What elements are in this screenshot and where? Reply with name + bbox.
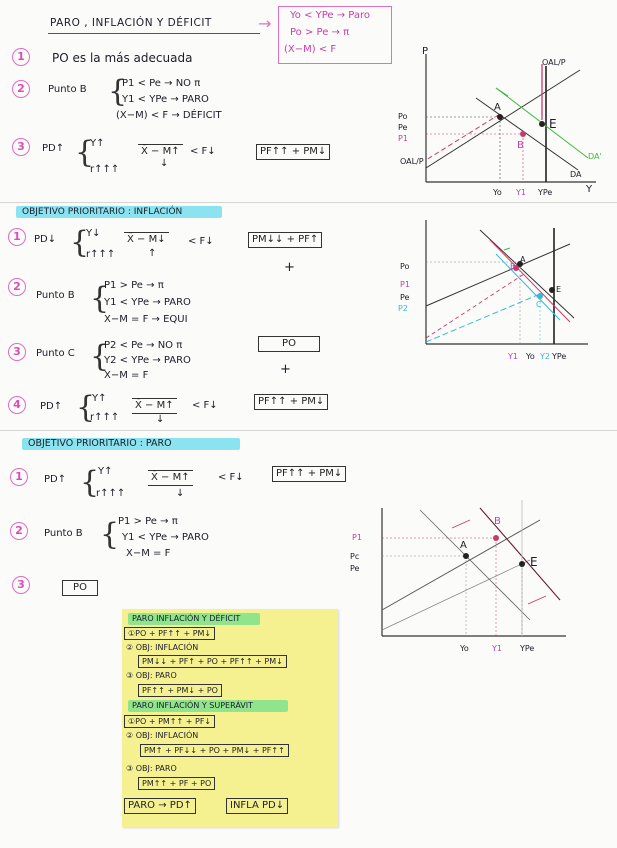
tick-label: Y1 bbox=[516, 188, 526, 197]
item-number: 3 bbox=[12, 576, 30, 594]
item-top: Y↓ bbox=[86, 228, 101, 239]
section-divider bbox=[0, 202, 617, 203]
point-label: A bbox=[460, 540, 467, 551]
item-label: Punto B bbox=[48, 84, 87, 95]
item-bottom: r↑↑↑ bbox=[96, 488, 126, 499]
item-label: PD↑ bbox=[40, 401, 63, 412]
sticky-heading: PARO INFLACIÓN Y DÉFICIT bbox=[132, 614, 241, 623]
policy-box: PF↑↑ + PM↓ bbox=[254, 394, 328, 410]
curve-label: DA bbox=[570, 170, 582, 179]
sticky-line: PM↑↑ + PF + PO bbox=[138, 777, 215, 790]
expr-arrow: ↓ bbox=[156, 414, 165, 425]
tick-label: Pe bbox=[400, 293, 410, 302]
brace-icon: { bbox=[76, 390, 96, 425]
item-line: X−M = F bbox=[104, 370, 149, 381]
item-line: X−M = F bbox=[126, 548, 171, 559]
policy-box: PO bbox=[62, 580, 98, 596]
sticky-line: ② OBJ: INFLACIÓN bbox=[126, 643, 199, 652]
item-top: Y↑ bbox=[98, 466, 113, 477]
tick-label: Yo bbox=[493, 188, 502, 197]
tick-label: Pe bbox=[350, 564, 360, 573]
item-line: Y1 < YPe → PARO bbox=[104, 297, 191, 308]
graph-2 bbox=[420, 214, 600, 364]
item-number: 1 bbox=[12, 48, 30, 66]
item-line: Y1 < YPe → PARO bbox=[122, 94, 209, 105]
title-underline bbox=[48, 33, 260, 34]
tick-label: Pe bbox=[398, 123, 408, 132]
point-label: B bbox=[494, 516, 501, 527]
item-number: 4 bbox=[8, 396, 26, 414]
tick-label: Po bbox=[398, 112, 408, 121]
expr-tail: < F↓ bbox=[218, 472, 244, 483]
item-line: Y1 < YPe → PARO bbox=[122, 532, 209, 543]
item-line: P1 > Pe → π bbox=[118, 516, 178, 527]
summary-line: Yo < YPe → Paro bbox=[290, 10, 371, 21]
plus-sign: + bbox=[284, 260, 295, 275]
brace-icon: { bbox=[80, 465, 100, 500]
brace-icon: { bbox=[108, 74, 128, 109]
expr-box: X̄ − M↓ bbox=[124, 232, 169, 247]
sticky-line: PF↑↑ + PM↓ + PO bbox=[138, 684, 222, 697]
item-number: 3 bbox=[8, 343, 26, 361]
sticky-line: ② OBJ: INFLACIÓN bbox=[126, 731, 199, 740]
item-number: 2 bbox=[8, 278, 26, 296]
sticky-line: ①PO + PM↑↑ + PF↓ bbox=[124, 715, 215, 728]
arrow-right-icon: → bbox=[258, 14, 272, 33]
item-label: Punto B bbox=[36, 290, 75, 301]
expr-box: X̄ − M↑ bbox=[138, 144, 183, 159]
summary-line: (X−M) < F bbox=[284, 44, 337, 55]
tick-label: Po bbox=[400, 262, 410, 271]
policy-box: PF↑↑ + PM↓ bbox=[256, 144, 330, 160]
point-label: B bbox=[510, 262, 516, 271]
tick-label: YPe bbox=[520, 644, 535, 653]
expr-box: X̄ − M↑ bbox=[148, 470, 193, 486]
curve-label: OAL/P bbox=[400, 157, 424, 166]
item-number: 1 bbox=[10, 468, 28, 486]
item-label: Punto C bbox=[36, 348, 75, 359]
item-label: Punto B bbox=[44, 528, 83, 539]
sticky-line: PM↓↓ + PF↑ + PO + PF↑↑ + PM↓ bbox=[138, 655, 287, 668]
graph-3 bbox=[370, 500, 580, 650]
tick-label: P2 bbox=[398, 304, 408, 313]
item-label: PD↓ bbox=[34, 234, 57, 245]
expr-box: X̄ − M↑ bbox=[132, 398, 177, 414]
brace-icon: { bbox=[75, 135, 95, 170]
tick-label: P1 bbox=[400, 280, 410, 289]
tick-label: Pc bbox=[350, 552, 360, 561]
sticky-line: ③ OBJ: PARO bbox=[126, 764, 177, 773]
section-divider bbox=[0, 430, 617, 431]
axis-label-y: Y bbox=[586, 184, 593, 195]
expr-tail: < F↓ bbox=[188, 236, 214, 247]
policy-box: PM↓↓ + PF↑ bbox=[248, 232, 322, 248]
item-top: Y↑ bbox=[90, 138, 105, 149]
item-bottom: r↑↑↑ bbox=[86, 249, 116, 260]
expr-arrow: ↓ bbox=[176, 488, 185, 499]
graph-1 bbox=[390, 40, 610, 210]
item-text: PO es la más adecuada bbox=[52, 51, 193, 65]
tick-label: Y1 bbox=[492, 644, 502, 653]
tick-label: P1 bbox=[352, 533, 362, 542]
item-bottom: r↑↑↑ bbox=[90, 164, 120, 175]
expr-arrow: ↑ bbox=[148, 248, 157, 259]
sticky-line: ①PO + PF↑↑ + PM↓ bbox=[124, 627, 215, 640]
point-label: E bbox=[549, 117, 557, 131]
item-line: (X−M) < F → DÉFICIT bbox=[116, 110, 222, 121]
item-line: Y2 < YPe → PARO bbox=[104, 355, 191, 366]
point-label: E bbox=[530, 555, 538, 569]
point-label: B bbox=[517, 140, 524, 151]
item-number: 2 bbox=[12, 80, 30, 98]
item-number: 3 bbox=[12, 138, 30, 156]
tick-label: YPe bbox=[538, 188, 553, 197]
point-label: A bbox=[520, 255, 526, 264]
point-label: C bbox=[536, 300, 542, 309]
item-top: Y↑ bbox=[92, 393, 107, 404]
sticky-line: PM↑ + PF↓↓ + PO + PM↓ + PF↑↑ bbox=[140, 744, 289, 757]
section-heading: OBJETIVO PRIORITARIO : PARO bbox=[28, 438, 172, 449]
sticky-heading: PARO INFLACIÓN Y SUPERÁVIT bbox=[132, 701, 254, 710]
item-label: PD↑ bbox=[44, 474, 67, 485]
brace-icon: { bbox=[90, 281, 110, 316]
brace-icon: { bbox=[100, 517, 120, 552]
point-label: E bbox=[556, 285, 562, 294]
expr-arrow: ↓ bbox=[160, 158, 169, 169]
policy-box: PO bbox=[258, 336, 320, 352]
sticky-summary-box: INFLA PD↓ bbox=[226, 798, 288, 814]
item-line: P1 < Pe → NO π bbox=[122, 78, 201, 89]
curve-label: OAL/P bbox=[542, 58, 566, 67]
plus-sign: + bbox=[280, 362, 291, 377]
brace-icon: { bbox=[90, 339, 110, 374]
item-number: 1 bbox=[8, 228, 26, 246]
tick-label: YPe bbox=[552, 352, 567, 361]
expr-tail: < F↓ bbox=[192, 400, 218, 411]
item-number: 2 bbox=[10, 522, 28, 540]
axis-label-p: P bbox=[422, 46, 429, 57]
point-label: A bbox=[494, 102, 501, 113]
expr-tail: < F↓ bbox=[190, 146, 216, 157]
tick-label: Yo bbox=[526, 352, 535, 361]
tick-label: Yo bbox=[460, 644, 469, 653]
sticky-summary-box: PARO → PD↑ bbox=[124, 798, 196, 814]
item-label: PD↑ bbox=[42, 143, 65, 154]
curve-label: DA' bbox=[588, 152, 602, 161]
policy-box: PF↑↑ + PM↓ bbox=[272, 466, 346, 482]
brace-icon: { bbox=[70, 225, 90, 260]
page-title: PARO , INFLACIÓN Y DÉFICIT bbox=[50, 17, 212, 29]
item-bottom: r↑↑↑ bbox=[90, 412, 120, 423]
tick-label: Y2 bbox=[540, 352, 550, 361]
section-heading: OBJETIVO PRIORITARIO : INFLACIÓN bbox=[22, 207, 183, 217]
item-line: X−M = F → EQUI bbox=[104, 314, 188, 325]
item-line: P2 < Pe → NO π bbox=[104, 340, 183, 351]
tick-label: Y1 bbox=[508, 352, 518, 361]
item-line: P1 > Pe → π bbox=[104, 280, 164, 291]
sticky-line: ③ OBJ: PARO bbox=[126, 671, 177, 680]
summary-line: Po > Pe → π bbox=[290, 27, 350, 38]
tick-label: P1 bbox=[398, 134, 408, 143]
